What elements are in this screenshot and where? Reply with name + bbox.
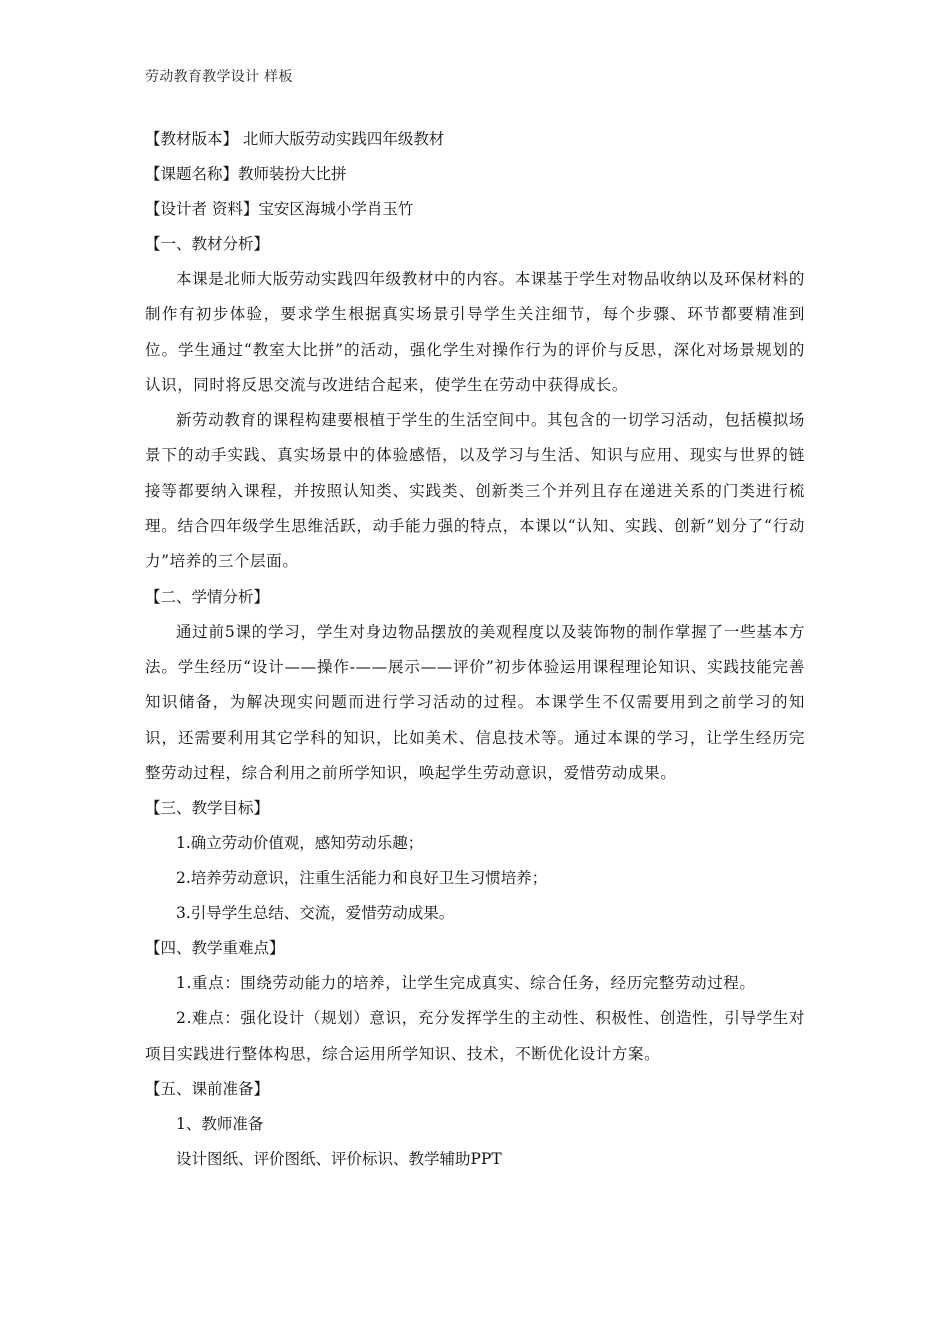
document-header: 劳动教育教学设计 样板 [145, 69, 293, 85]
objective-item: 1.确立劳动价值观，感知劳动乐趣； [176, 834, 424, 853]
section-5-title: 【五、课前准备】 [145, 1080, 270, 1099]
objective-item: 3.引导学生总结、交流，爱惜劳动成果。 [176, 904, 455, 923]
section-3-title: 【三、教学目标】 [145, 799, 270, 818]
section-5-materials: 设计图纸、评价图纸、评价标识、教学辅助PPT [176, 1150, 502, 1169]
section-1-paragraph-1: 本课是北师大版劳动实践四年级教材中的内容。本课基于学生对物品收纳以及环保材料的制作有初步体验，要求学生根据真实场景引导学生关注细节，每个步骤、环节都要精准到位。学生通过“教室大比拼”的活动，强化学生对操作行为的评价与反思，深化对场景规划的认识，同时将反思交流与改进结合起来，使学生在劳动中获得成长。 [145, 270, 805, 394]
meta-edition: 【教材版本】 北师大版劳动实践四年级教材 [145, 130, 445, 148]
section-2-paragraph-1: 通过前5课的学习，学生对身边物品摆放的美观程度以及装饰物的制作掌握了一些基本方法。学生经历“设计——操作-——展示——评价”初步体验运用课程理论知识、实践技能完善知识储备，为解决现实问题而进行学习活动的过程。本课学生不仅需要用到之前学习的知识，还需要利用其它学科的知识，比如美术、信息技术等。通过本课的学习，让学生经历完整劳动过程，综合利用之前所学知识，唤起学生劳动意识，爱惜劳动成果。 [145, 622, 805, 782]
section-2-title: 【二、学情分析】 [145, 587, 270, 606]
section-4-difficulty: 2.难点：强化设计（规划）意识，充分发挥学生的主动性、积极性、创造性，引导学生对项目实践进行整体构思，综合运用所学知识、技术，不断优化设计方案。 [145, 1009, 805, 1063]
section-1-title: 【一、教材分析】 [145, 235, 270, 253]
meta-course-name: 【课题名称】教师装扮大比拼 [145, 165, 347, 183]
section-4-key-point: 1.重点：围绕劳动能力的培养，让学生完成真实、综合任务，经历完整劳动过程。 [176, 974, 756, 993]
meta-designer: 【设计者 资料】宝安区海城小学肖玉竹 [145, 200, 414, 218]
document-body [145, 122, 805, 1177]
objective-item: 2.培养劳动意识，注重生活能力和良好卫生习惯培养； [176, 869, 548, 888]
section-4-title: 【四、教学重难点】 [145, 939, 285, 958]
section-5-subheading: 1、教师准备 [176, 1115, 264, 1134]
section-1-paragraph-2: 新劳动教育的课程构建要根植于学生的生活空间中。其包含的一切学习活动，包括模拟场景下的动手实践、真实场景中的体验感悟，以及学习与生活、知识与应用、现实与世界的链接等都要纳入课程，并按照认知类、实践类、创新类三个并列且存在递进关系的门类进行梳理。结合四年级学生思维活跃，动手能力强的特点，本课以“认知、实践、创新”划分了“行动力”培养的三个层面。 [145, 411, 805, 571]
